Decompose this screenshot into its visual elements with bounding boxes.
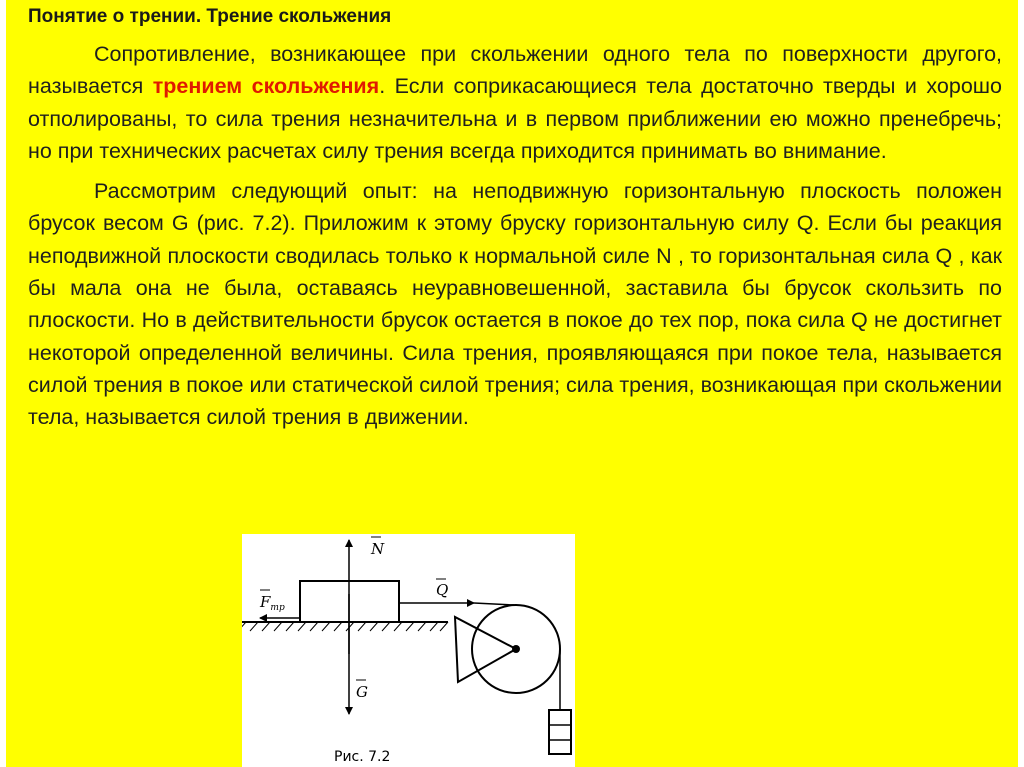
label-n: N	[371, 540, 385, 558]
friction-diagram	[242, 534, 575, 767]
body-text	[28, 38, 1002, 434]
paragraph-1	[28, 38, 1002, 167]
string	[474, 603, 514, 605]
highlighted-term: трением скольжения	[152, 74, 380, 99]
figure-caption: Рис. 7.2	[334, 749, 391, 765]
label-g: G	[356, 683, 368, 701]
slide-title: Понятие о трении. Трение скольжения	[28, 6, 392, 27]
paragraph-1-end: . Если соприкасающиеся тела достаточно тверды и хорошо отполированы, то сила трения незначительна и в первом приближении ею можно пренебречь; но при технических расчетах силу трения всегда приходится принимать во внимание.	[28, 74, 1002, 163]
slide	[6, 0, 1018, 767]
label-q: Q	[436, 581, 449, 599]
pulley-bracket	[455, 617, 516, 682]
ground-surface	[242, 622, 448, 631]
hanging-weight	[549, 710, 571, 754]
label-f: $F_{тр}$	[260, 593, 285, 613]
paragraph-2: Рассмотрим следующий опыт: на неподвижную горизонтальную плоскость положен брусок весом G (рис. 7.2). Приложим к этому бруску горизонтальную силу Q. Если бы реакция неподвижной плоскости сводилась только к нормальной силе N , то горизонтальная сила Q , как бы мала она не была, оставаясь неуравновешенной, заставила бы брусок скользить по плоскости. Но в действительности брусок остается в покое до тех пор, пока сила Q не достигнет некоторой определенной величины. Сила трения, проявляющаяся при покое тела, называется силой трения в покое или статической силой трения; сила трения, возникающая при скольжении тела, называется силой трения в движении.	[28, 179, 1002, 430]
figure-7-2	[242, 534, 575, 767]
paragraph-1-start: Сопротивление, возникающее при скольжении одного тела по поверхности другого, называется	[28, 42, 1002, 99]
